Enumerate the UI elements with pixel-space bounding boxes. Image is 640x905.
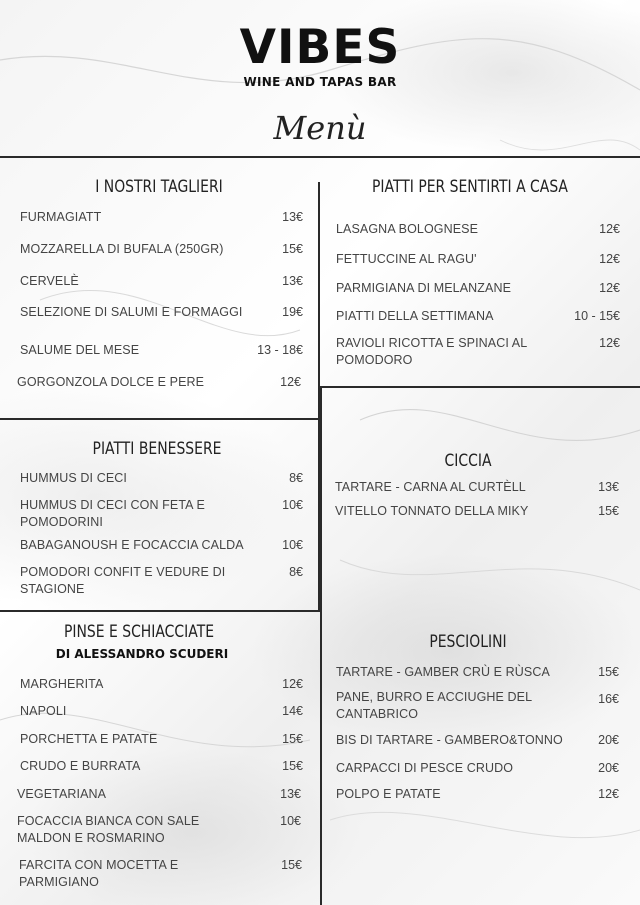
section-title: PIATTI BENESSERE bbox=[92, 439, 222, 459]
item-price: 13€ bbox=[280, 787, 301, 801]
item-name: FARCITA CON MOCETTA E PARMIGIANO bbox=[19, 858, 179, 889]
section-title: PESCIOLINI bbox=[429, 632, 507, 652]
divider-right-1 bbox=[320, 386, 640, 388]
item-name: PORCHETTA E PATATE bbox=[20, 732, 158, 746]
item-price: 10 - 15€ bbox=[574, 309, 620, 323]
item-name: MARGHERITA bbox=[20, 677, 104, 691]
item-price: 19€ bbox=[282, 305, 303, 319]
item-price: 12€ bbox=[599, 252, 620, 266]
item-name: CARPACCI DI PESCE CRUDO bbox=[336, 761, 514, 775]
item-name: NAPOLI bbox=[20, 704, 67, 718]
item-price: 14€ bbox=[282, 704, 303, 718]
item-price: 12€ bbox=[599, 336, 620, 350]
item-name: CRUDO E BURRATA bbox=[20, 759, 141, 773]
section-subtitle: DI ALESSANDRO SCUDERI bbox=[55, 647, 229, 661]
section-title: PIATTI PER SENTIRTI A CASA bbox=[372, 177, 568, 197]
item-name: POMODORI CONFIT E VEDURE DI STAGIONE bbox=[20, 565, 226, 596]
item-price: 10€ bbox=[280, 814, 301, 828]
item-price: 12€ bbox=[280, 375, 301, 389]
item-price: 20€ bbox=[598, 761, 619, 775]
brand-tagline: WINE AND TAPAS BAR bbox=[243, 75, 397, 89]
item-name: MOZZARELLA DI BUFALA (250GR) bbox=[20, 242, 224, 256]
item-name: GORGONZOLA DOLCE E PERE bbox=[17, 375, 205, 389]
section-title: I NOSTRI TAGLIERI bbox=[95, 177, 223, 197]
item-name: VEGETARIANA bbox=[17, 787, 107, 801]
item-name: TARTARE - CARNA AL CURTÈLL bbox=[335, 480, 526, 494]
divider-left-2 bbox=[0, 610, 320, 612]
item-name: FOCACCIA BIANCA CON SALE MALDON E ROSMARINO bbox=[17, 814, 200, 845]
item-name: VITELLO TONNATO DELLA MIKY bbox=[335, 504, 529, 518]
item-price: 13€ bbox=[598, 480, 619, 494]
item-name: TARTARE - GAMBER CRÙ E RÙSCA bbox=[336, 665, 550, 679]
item-price: 15€ bbox=[598, 665, 619, 679]
item-name: BABAGANOUSH E FOCACCIA CALDA bbox=[20, 538, 244, 552]
item-name: FURMAGIATT bbox=[20, 210, 102, 224]
item-price: 13€ bbox=[282, 210, 303, 224]
item-price: 15€ bbox=[282, 732, 303, 746]
item-name: HUMMUS DI CECI bbox=[20, 471, 127, 485]
brand-logo: VIBES bbox=[239, 20, 401, 75]
item-price: 12€ bbox=[598, 787, 619, 801]
item-price: 12€ bbox=[599, 222, 620, 236]
item-name: SALUME DEL MESE bbox=[20, 343, 140, 357]
item-name: POLPO E PATATE bbox=[336, 787, 441, 801]
item-price: 12€ bbox=[282, 677, 303, 691]
item-name: PARMIGIANA DI MELANZANE bbox=[336, 281, 512, 295]
divider-top bbox=[0, 156, 640, 158]
item-price: 10€ bbox=[282, 498, 303, 512]
divider-vertical-bottom bbox=[320, 386, 322, 905]
item-price: 20€ bbox=[598, 733, 619, 747]
item-name: LASAGNA BOLOGNESE bbox=[336, 222, 479, 236]
item-name: HUMMUS DI CECI CON FETA E POMODORINI bbox=[20, 498, 205, 529]
item-price: 8€ bbox=[289, 565, 303, 579]
item-price: 16€ bbox=[598, 692, 619, 706]
section-title: PINSE E SCHIACCIATE bbox=[63, 622, 215, 642]
item-price: 15€ bbox=[282, 759, 303, 773]
menu-title: Menù bbox=[273, 109, 367, 147]
item-name: PANE, BURRO E ACCIUGHE DEL CANTABRICO bbox=[336, 690, 532, 721]
item-price: 8€ bbox=[289, 471, 303, 485]
item-price: 10€ bbox=[282, 538, 303, 552]
item-name: RAVIOLI RICOTTA E SPINACI AL POMODORO bbox=[336, 336, 527, 367]
item-name: CERVELÈ bbox=[20, 274, 79, 288]
item-price: 15€ bbox=[281, 858, 302, 872]
section-title: CICCIA bbox=[444, 451, 492, 471]
item-price: 15€ bbox=[598, 504, 619, 518]
item-name: SELEZIONE DI SALUMI E FORMAGGI bbox=[20, 305, 243, 319]
item-name: FETTUCCINE AL RAGU' bbox=[336, 252, 477, 266]
item-name: PIATTI DELLA SETTIMANA bbox=[336, 309, 494, 323]
item-price: 15€ bbox=[282, 242, 303, 256]
divider-left-1 bbox=[0, 418, 320, 420]
item-price: 13€ bbox=[282, 274, 303, 288]
item-name: BIS DI TARTARE - GAMBERO&TONNO bbox=[336, 733, 563, 747]
item-price: 13 - 18€ bbox=[257, 343, 303, 357]
item-price: 12€ bbox=[599, 281, 620, 295]
